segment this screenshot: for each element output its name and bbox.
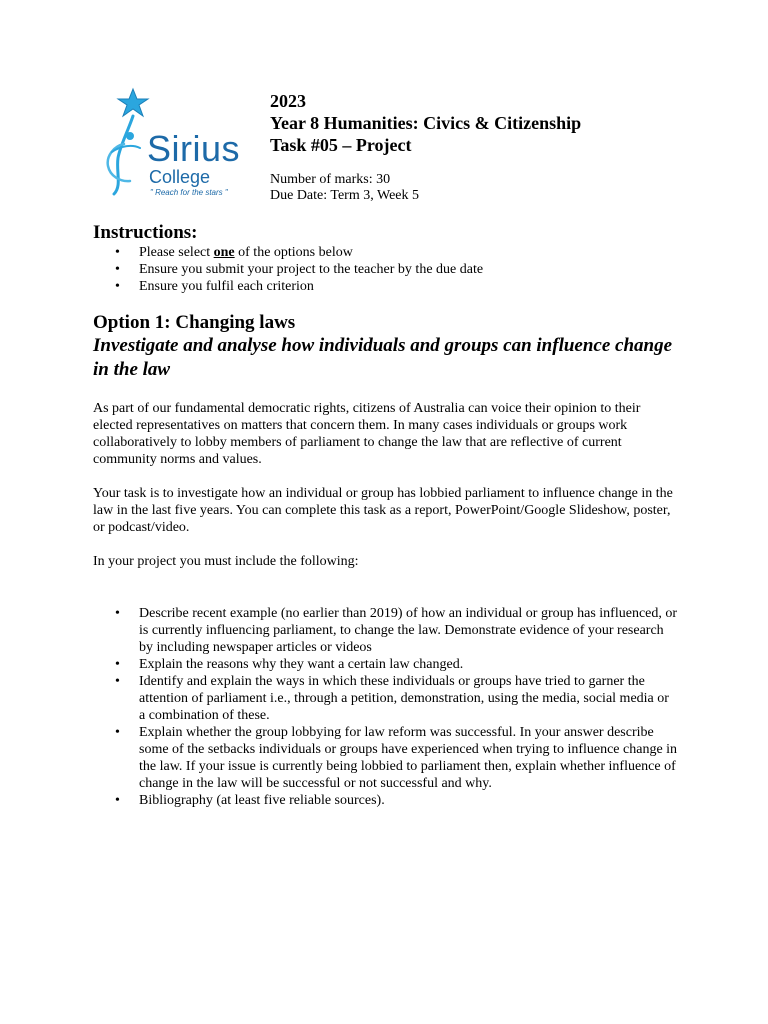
- logo-name: Sirius: [147, 128, 241, 169]
- logo-tagline: " Reach for the stars ": [150, 188, 228, 197]
- requirement-item: • Bibliography (at least five reliable sources).: [93, 792, 678, 809]
- instruction-item: [93, 244, 678, 261]
- instruction-text: of the options below: [234, 245, 353, 260]
- instructions-heading: Instructions:: [93, 222, 198, 243]
- document-header: [270, 90, 581, 204]
- header-year: 2023: [270, 91, 306, 111]
- option-title: Option 1: Changing laws: [93, 312, 296, 333]
- paragraph-rights: As part of our fundamental democratic rights, citizens of Australia can voice their opinion to their elected representatives on matters that concern them. In many cases individuals or groups work collaboratively to lobby members of parliament to change the law that are reflective of current community norms and values.: [93, 401, 641, 467]
- header-task: Task #05 – Project: [270, 135, 412, 155]
- instruction-text: Please select: [139, 245, 214, 260]
- paragraph-task: Your task is to investigate how an individual or group has lobbied parliament to influence change in the law in the last five years. You can complete this task as a report, PowerPoint/Google Slideshow, poster, or podcast/video.: [93, 486, 673, 535]
- instruction-item: • Ensure you submit your project to the teacher by the due date: [93, 261, 678, 278]
- header-due-date: Due Date: Term 3, Week 5: [270, 188, 419, 203]
- header-marks: Number of marks: 30: [270, 172, 391, 187]
- instruction-emphasis: one: [213, 245, 235, 260]
- instruction-item: • Ensure you fulfil each criterion: [93, 278, 678, 295]
- option-subtitle: Investigate and analyse how individuals and groups can influence change in the law: [93, 335, 673, 380]
- requirement-item: • Explain whether the group lobbying for law reform was successful. In your answer describe some of the setbacks individuals or groups have experienced when trying to influence change in the law. If your issue is currently being lobbied to parliament then, explain whether influence of change in the law will be successful or not successful and why.: [93, 724, 678, 792]
- requirement-item: • Describe recent example (no earlier than 2019) of how an individual or group has influenced, or is currently influencing parliament, to change the law. Demonstrate evidence of your research by including newspaper articles or videos: [93, 605, 678, 656]
- document-body: [93, 222, 678, 809]
- logo-subname: College: [149, 167, 211, 187]
- requirement-item: • Identify and explain the ways in which these individuals or groups have tried to garner the attention of parliament i.e., through a petition, demonstration, using the media, social media or a combination of these.: [93, 673, 678, 724]
- header-subject: Year 8 Humanities: Civics & Citizenship: [270, 113, 582, 133]
- paragraph-include: In your project you must include the following:: [93, 554, 359, 569]
- requirements-list: [93, 605, 678, 809]
- requirement-item: • Explain the reasons why they want a certain law changed.: [93, 656, 678, 673]
- instructions-list: [93, 244, 678, 295]
